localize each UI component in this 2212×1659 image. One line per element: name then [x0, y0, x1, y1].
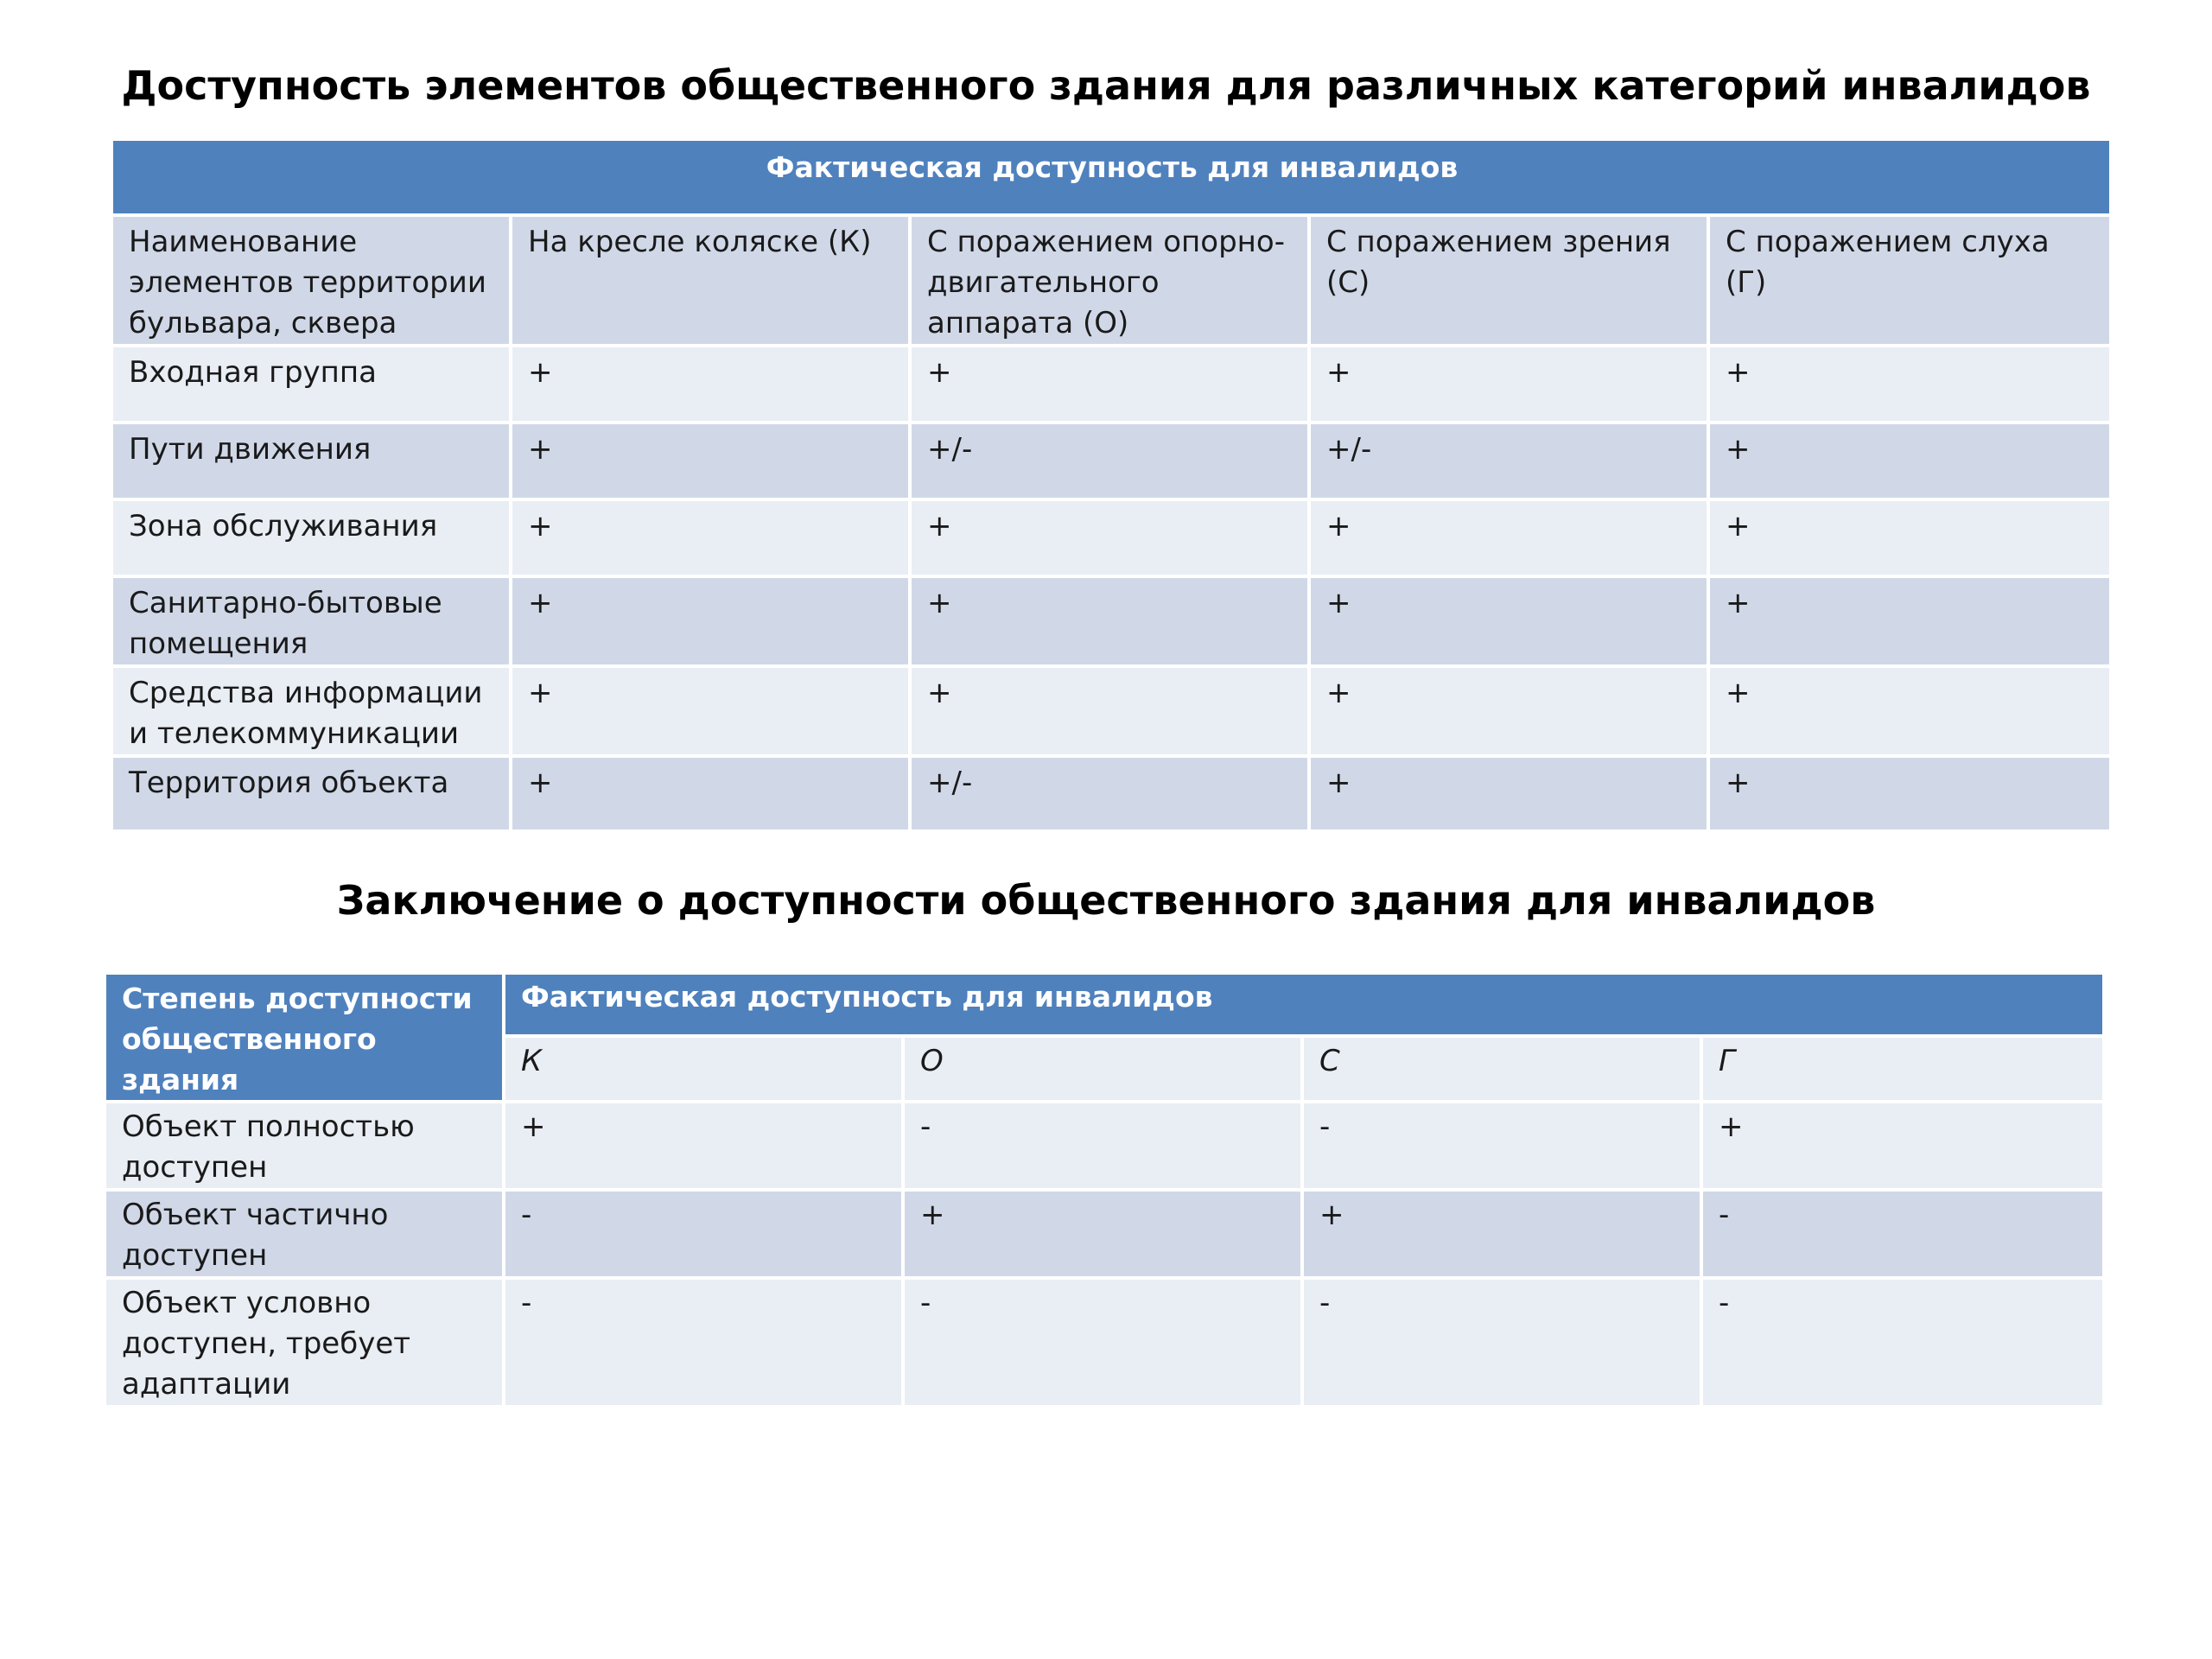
- table-cell: +: [1703, 1100, 2102, 1188]
- column-header: На кресле коляске (К): [512, 213, 912, 344]
- section-title: Заключение о доступности общественного здания для инвалидов: [336, 877, 1876, 924]
- row-label: Санитарно-бытовые помещения: [113, 575, 512, 664]
- table-cell: +: [1710, 754, 2109, 830]
- table-cell: +: [905, 1188, 1304, 1276]
- table-cell: +: [1311, 754, 1710, 830]
- accessibility-elements-table: [113, 141, 2109, 830]
- table-row: [113, 344, 2109, 421]
- table-cell: -: [1703, 1276, 2102, 1405]
- row-label: Территория объекта: [113, 754, 512, 830]
- category-header: Г: [1703, 1034, 2102, 1100]
- table-header-row: [113, 213, 2109, 344]
- table-cell: +: [912, 575, 1311, 664]
- table-cell: +: [1311, 664, 1710, 754]
- table-cell: +: [512, 498, 912, 575]
- row-label: Средства информации и телекоммуникации: [113, 664, 512, 754]
- table-cell: -: [1304, 1276, 1703, 1405]
- table-cell: -: [1304, 1100, 1703, 1188]
- table-cell: +: [512, 344, 912, 421]
- table-row: [106, 1188, 2102, 1276]
- table-cell: +: [1304, 1188, 1703, 1276]
- table-band-header: Фактическая доступность для инвалидов: [113, 141, 2109, 213]
- row-label: Зона обслуживания: [113, 498, 512, 575]
- table-cell: +: [1710, 664, 2109, 754]
- accessibility-conclusion-table: [106, 975, 2102, 1405]
- row-label: Объект полностью доступен: [106, 1100, 505, 1188]
- table-band-header: Фактическая доступность для инвалидов: [505, 975, 2102, 1034]
- table-cell: +: [1311, 498, 1710, 575]
- table-cell: +: [912, 498, 1311, 575]
- table-cell: -: [905, 1276, 1304, 1405]
- column-header: С поражением опорно-двигательного аппарата (О): [912, 213, 1311, 344]
- table-row: [106, 1276, 2102, 1405]
- table-cell: +: [512, 575, 912, 664]
- table-row: [113, 664, 2109, 754]
- table-cell: +: [1311, 575, 1710, 664]
- table-cell: +/-: [912, 421, 1311, 498]
- column-header: Наименование элементов территории бульвара, сквера: [113, 213, 512, 344]
- row-label: Входная группа: [113, 344, 512, 421]
- column-header: С поражением слуха (Г): [1710, 213, 2109, 344]
- table-cell: +: [912, 664, 1311, 754]
- table-cell: -: [1703, 1188, 2102, 1276]
- degree-header: Степень доступности общественного здания: [106, 975, 505, 1100]
- table-cell: -: [505, 1276, 905, 1405]
- table-row: [113, 498, 2109, 575]
- table-row: [113, 575, 2109, 664]
- table-row: [113, 421, 2109, 498]
- category-header: С: [1304, 1034, 1703, 1100]
- row-label: Объект условно доступен, требует адаптации: [106, 1276, 505, 1405]
- table-cell: +: [1311, 344, 1710, 421]
- table-cell: -: [905, 1100, 1304, 1188]
- table-cell: +: [912, 344, 1311, 421]
- table-cell: +: [512, 421, 912, 498]
- table-row: [106, 1100, 2102, 1188]
- table-cell: +/-: [912, 754, 1311, 830]
- table-row: [113, 754, 2109, 830]
- table-cell: +: [505, 1100, 905, 1188]
- table-cell: +: [1710, 421, 2109, 498]
- category-header: К: [505, 1034, 905, 1100]
- table-cell: +: [1710, 344, 2109, 421]
- table-cell: +: [1710, 575, 2109, 664]
- table-cell: +: [512, 754, 912, 830]
- column-header: С поражением зрения (С): [1311, 213, 1710, 344]
- row-label: Объект частично доступен: [106, 1188, 505, 1276]
- table-cell: +: [512, 664, 912, 754]
- category-header: О: [905, 1034, 1304, 1100]
- page-title: Доступность элементов общественного здания для различных категорий инвалидов: [121, 62, 2091, 109]
- table-cell: +: [1710, 498, 2109, 575]
- table-cell: -: [505, 1188, 905, 1276]
- row-label: Пути движения: [113, 421, 512, 498]
- table-cell: +/-: [1311, 421, 1710, 498]
